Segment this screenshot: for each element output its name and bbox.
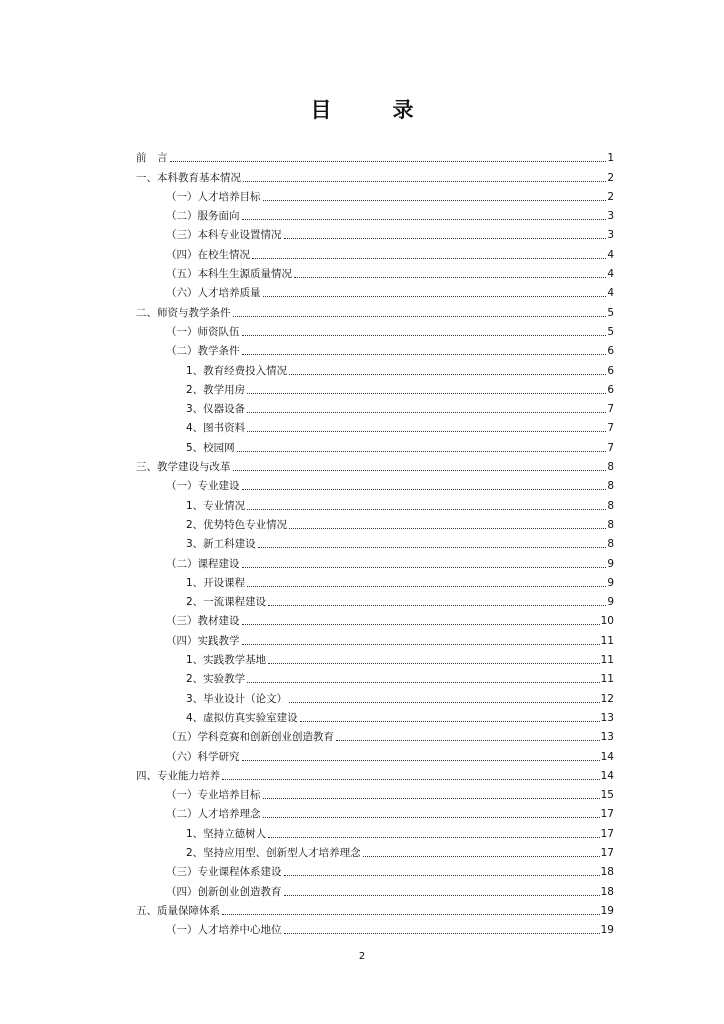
toc-entry-page: 5 (607, 306, 614, 319)
toc-leader-dots (247, 430, 606, 432)
toc-entry[interactable] (136, 917, 614, 936)
toc-entry-page: 18 (600, 885, 614, 898)
toc-entry-page: 8 (607, 461, 614, 474)
toc-entry-page: 17 (600, 846, 614, 859)
toc-entry[interactable] (136, 415, 614, 434)
page-number: 2 (358, 951, 366, 962)
toc-entry-page: 14 (600, 769, 614, 782)
toc-leader-dots (242, 759, 600, 761)
toc-entry[interactable] (136, 550, 614, 569)
toc-entry-title: （二）服务面向 (166, 210, 240, 223)
toc-entry-title: 1、专业情况 (186, 499, 246, 512)
toc-entry-page: 8 (607, 480, 614, 493)
toc-entry-title: （二）人才培养理念 (166, 808, 261, 821)
toc-entry-page: 19 (600, 904, 614, 917)
toc-entry-title: 一、本科教育基本情况 (136, 171, 241, 184)
toc-entry-page: 13 (600, 711, 614, 724)
toc-leader-dots (263, 199, 607, 201)
toc-entry-page: 7 (607, 403, 614, 416)
toc-entry[interactable] (136, 666, 614, 685)
toc-entry[interactable] (136, 801, 614, 820)
toc-entry-page: 2 (607, 171, 614, 184)
toc-leader-dots (289, 527, 606, 529)
toc-leader-dots (222, 913, 600, 915)
toc-entry[interactable] (136, 724, 614, 743)
toc-entry[interactable] (136, 685, 614, 704)
toc-entry[interactable] (136, 319, 614, 338)
toc-entry-page: 11 (600, 673, 614, 686)
toc-leader-dots (336, 739, 600, 741)
toc-leader-dots (242, 566, 607, 568)
toc-entry[interactable] (136, 473, 614, 492)
toc-leader-dots (284, 932, 600, 934)
toc-entry[interactable] (136, 396, 614, 415)
toc-entry[interactable] (136, 820, 614, 839)
toc-entry[interactable] (136, 434, 614, 453)
toc-entry[interactable] (136, 454, 614, 473)
toc-leader-dots (242, 334, 607, 336)
toc-leader-dots (242, 623, 600, 625)
toc-entry-page: 9 (607, 576, 614, 589)
toc-entry[interactable] (136, 840, 614, 859)
toc-entry[interactable] (136, 164, 614, 183)
toc-leader-dots (284, 874, 600, 876)
toc-entry-page: 7 (607, 441, 614, 454)
toc-entry-title: 二、师资与教学条件 (136, 306, 231, 319)
toc-entry-title: （四）实践教学 (166, 634, 240, 647)
toc-entry-title: （四）在校生情况 (166, 248, 250, 261)
toc-entry-page: 9 (607, 557, 614, 570)
toc-entry-title: 4、图书资料 (186, 422, 246, 435)
toc-entry-page: 11 (600, 654, 614, 667)
toc-leader-dots (247, 681, 599, 683)
toc-entry-page: 8 (607, 499, 614, 512)
toc-entry[interactable] (136, 647, 614, 666)
toc-entry[interactable] (136, 859, 614, 878)
toc-entry[interactable] (136, 743, 614, 762)
toc-entry-title: 五、质量保障体系 (136, 904, 220, 917)
toc-leader-dots (247, 411, 606, 413)
toc-entry-page: 2 (607, 190, 614, 203)
toc-entry-page: 4 (607, 287, 614, 300)
toc-entry-title: 前 言 (136, 152, 168, 165)
page-title: 目 录 (310, 98, 434, 122)
toc-entry[interactable] (136, 878, 614, 897)
toc-entry-title: （一）专业建设 (166, 480, 240, 493)
toc-entry[interactable] (136, 145, 614, 164)
toc-leader-dots (242, 643, 600, 645)
toc-leader-dots (289, 373, 606, 375)
toc-leader-dots (247, 392, 606, 394)
toc-entry[interactable] (136, 261, 614, 280)
toc-entry-page: 1 (607, 152, 614, 165)
toc-leader-dots (284, 237, 607, 239)
toc-entry-title: （四）创新创业创造教育 (166, 885, 282, 898)
toc-leader-dots (268, 836, 599, 838)
toc-entry[interactable] (136, 570, 614, 589)
toc-entry-title: 2、教学用房 (186, 383, 246, 396)
toc-leader-dots (247, 585, 606, 587)
toc-entry-page: 8 (607, 538, 614, 551)
toc-entry-page: 9 (607, 596, 614, 609)
toc-leader-dots (268, 604, 606, 606)
toc-leader-dots (268, 662, 599, 664)
toc-entry[interactable] (136, 184, 614, 203)
toc-entry[interactable] (136, 338, 614, 357)
toc-entry[interactable] (136, 705, 614, 724)
toc-entry-title: 3、毕业设计（论文） (186, 692, 288, 705)
toc-leader-dots (170, 160, 607, 162)
toc-leader-dots (243, 180, 606, 182)
toc-entry-title: （一）师资队伍 (166, 325, 240, 338)
toc-entry-page: 10 (600, 615, 614, 628)
toc-entry-title: （一）专业培养目标 (166, 789, 261, 802)
toc-entry-page: 8 (607, 518, 614, 531)
toc-entry-page: 3 (607, 210, 614, 223)
toc-entry-page: 4 (607, 268, 614, 281)
toc-leader-dots (233, 469, 607, 471)
toc-entry-title: 1、开设课程 (186, 576, 246, 589)
toc-entry-page: 19 (600, 924, 614, 937)
toc-entry-page: 12 (600, 692, 614, 705)
toc-entry-title: （三）专业课程体系建设 (166, 866, 282, 879)
toc-leader-dots (300, 720, 600, 722)
toc-leader-dots (237, 450, 607, 452)
toc-entry[interactable] (136, 898, 614, 917)
toc-entry-page: 6 (607, 364, 614, 377)
toc-entry-title: 2、实验教学 (186, 673, 246, 686)
toc-entry-title: 5、校园网 (186, 441, 235, 454)
toc-entry-page: 18 (600, 866, 614, 879)
toc-entry-title: 3、仪器设备 (186, 403, 246, 416)
toc-entry-title: 2、一流课程建设 (186, 596, 267, 609)
toc-entry-title: 四、专业能力培养 (136, 769, 220, 782)
toc-entry[interactable] (136, 280, 614, 299)
toc-leader-dots (233, 315, 607, 317)
toc-leader-dots (263, 295, 607, 297)
toc-entry-page: 5 (607, 325, 614, 338)
toc-entry-title: （一）人才培养目标 (166, 190, 261, 203)
toc-entry-title: （三）教材建设 (166, 615, 240, 628)
toc-leader-dots (363, 855, 600, 857)
toc-entry-page: 11 (600, 634, 614, 647)
toc-leader-dots (294, 276, 606, 278)
toc-leader-dots (222, 778, 600, 780)
toc-leader-dots (252, 257, 606, 259)
toc-entry[interactable] (136, 222, 614, 241)
toc-entry-title: （二）课程建设 (166, 557, 240, 570)
toc-entry-page: 17 (600, 808, 614, 821)
toc-leader-dots (263, 797, 600, 799)
toc-entry-title: 3、新工科建设 (186, 538, 256, 551)
toc-entry-title: （五）学科竞赛和创新创业创造教育 (166, 731, 334, 744)
toc-entry-page: 15 (600, 789, 614, 802)
toc-entry[interactable] (136, 782, 614, 801)
toc-leader-dots (247, 508, 606, 510)
toc-entry-title: 三、教学建设与改革 (136, 461, 231, 474)
toc-leader-dots (263, 816, 600, 818)
toc-entry-page: 4 (607, 248, 614, 261)
toc-entry-title: （二）教学条件 (166, 345, 240, 358)
toc-entry-title: 1、实践教学基地 (186, 654, 267, 667)
toc-entry-title: （一）人才培养中心地位 (166, 924, 282, 937)
toc-entry[interactable] (136, 512, 614, 531)
toc-leader-dots (258, 546, 607, 548)
toc-leader-dots (242, 218, 607, 220)
toc-leader-dots (242, 488, 607, 490)
toc-leader-dots (284, 894, 600, 896)
toc-entry-title: （三）本科专业设置情况 (166, 229, 282, 242)
toc-entry-page: 3 (607, 229, 614, 242)
toc-entry-title: （六）人才培养质量 (166, 287, 261, 300)
toc-entry[interactable] (136, 627, 614, 646)
toc-entry[interactable] (136, 492, 614, 511)
toc-leader-dots (242, 353, 607, 355)
toc-entry[interactable] (136, 241, 614, 260)
toc-entry[interactable] (136, 531, 614, 550)
toc-entry-page: 14 (600, 750, 614, 763)
toc-entry-title: （六）科学研究 (166, 750, 240, 763)
toc-leader-dots (289, 701, 599, 703)
toc-entry[interactable] (136, 608, 614, 627)
toc-entry-page: 7 (607, 422, 614, 435)
toc-entry[interactable] (136, 377, 614, 396)
toc-entry[interactable] (136, 203, 614, 222)
toc-entry-page: 13 (600, 731, 614, 744)
toc-entry[interactable] (136, 299, 614, 318)
toc-entry[interactable] (136, 357, 614, 376)
toc-entry-title: （五）本科生生源质量情况 (166, 268, 292, 281)
toc-entry[interactable] (136, 589, 614, 608)
toc-entry-title: 1、坚持立德树人 (186, 827, 267, 840)
toc-entry-page: 17 (600, 827, 614, 840)
toc-entry-title: 2、优势特色专业情况 (186, 518, 288, 531)
toc-entry-title: 4、虚拟仿真实验室建设 (186, 711, 298, 724)
table-of-contents (136, 145, 614, 936)
toc-entry-title: 2、坚持应用型、创新型人才培养理念 (186, 846, 361, 859)
toc-entry-page: 6 (607, 345, 614, 358)
toc-entry[interactable] (136, 763, 614, 782)
toc-entry-title: 1、教育经费投入情况 (186, 364, 288, 377)
toc-entry-page: 6 (607, 383, 614, 396)
